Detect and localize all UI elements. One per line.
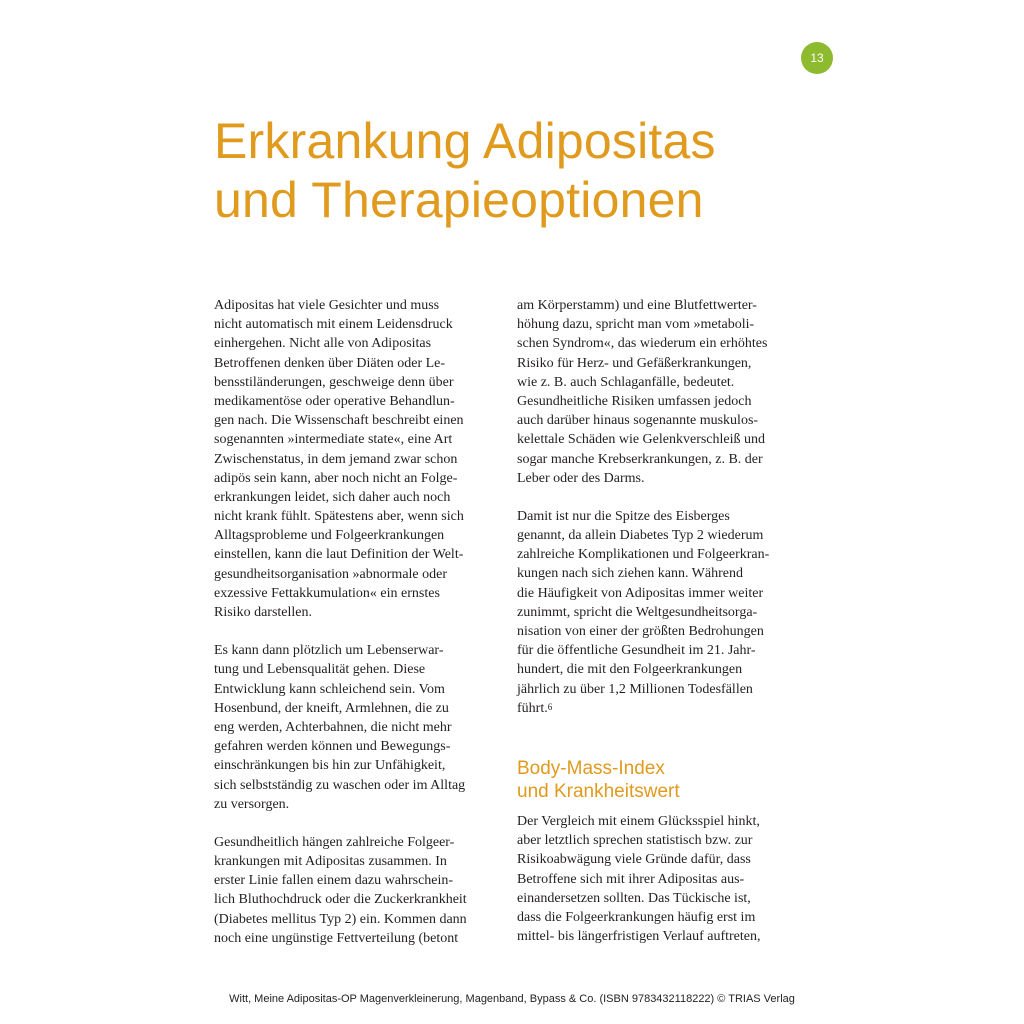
text-line: mittel- bis längerfristigen Verlauf auftreten, xyxy=(517,929,761,945)
text-line: tung und Lebensqualität gehen. Diese xyxy=(214,662,426,678)
text-line: auch darüber hinaus sogenannte muskulos- xyxy=(517,413,759,429)
text-line: schen Syndrom«, das wiederum ein erhöhtes xyxy=(517,336,768,352)
text-line: zunimmt, spricht die Weltgesundheitsorga- xyxy=(517,604,758,620)
text-line: Leber oder des Darms. xyxy=(517,470,645,486)
page-number-badge: 13 xyxy=(801,42,833,74)
text-line: medikamentöse oder operative Behandlun- xyxy=(214,393,455,409)
text-line: erster Linie fallen einem dazu wahrschein- xyxy=(214,873,454,889)
text-line: wie z. B. auch Schlaganfälle, bedeutet. xyxy=(517,374,735,390)
text-line: Alltagsprobleme und Folgeerkrankungen xyxy=(214,528,445,544)
text-line: Hosenbund, der kneift, Armlehnen, die zu xyxy=(214,700,449,716)
text-line: adipös sein kann, aber noch nicht an Folge- xyxy=(214,470,458,486)
text-line: am Körperstamm) und eine Blutfettwerter- xyxy=(517,298,757,313)
text-line: führt.$^6$ xyxy=(517,700,553,716)
text-line: genannt, da allein Diabetes Typ 2 wiederum xyxy=(517,528,764,544)
text-line: gesundheitsorganisation »abnormale oder xyxy=(214,566,448,582)
text-line: noch eine ungünstige Fettverteilung (betont xyxy=(214,930,459,946)
paragraph xyxy=(214,833,510,948)
left-text-column xyxy=(214,296,510,967)
text-line: erkrankungen leidet, sich daher auch noch xyxy=(214,489,451,505)
text-line: nicht automatisch mit einem Leidensdruck xyxy=(214,317,453,333)
text-line: Risiko darstellen. xyxy=(214,605,312,620)
text-line: für die öffentliche Gesundheit im 21. Jahr- xyxy=(517,643,756,659)
page-title xyxy=(214,112,834,230)
text-line: hundert, die mit den Folgeerkrankungen xyxy=(517,662,743,678)
text-line: einandersetzen sollten. Das Tückische ist, xyxy=(517,890,751,906)
text-line: einhergehen. Nicht alle von Adipositas xyxy=(214,336,432,352)
text-line: lich Bluthochdruck oder die Zuckerkrankheit xyxy=(214,892,467,908)
copyright-footer: Witt, Meine Adipositas-OP Magenverkleinerung, Magenband, Bypass & Co. (ISBN 9783432118222) © TRIAS Verlag xyxy=(229,993,795,1005)
text-line: Betroffene sich mit ihrer Adipositas aus- xyxy=(517,871,745,887)
text-line: Gesundheitliche Risiken umfassen jedoch xyxy=(517,393,752,409)
text-line: nicht krank fühlt. Spätestens aber, wenn sich xyxy=(214,509,464,525)
text-line: dass die Folgeerkrankungen häufig erst im xyxy=(517,909,756,925)
paragraph-with-footnote xyxy=(517,507,813,718)
text-line: Risiko für Herz- und Gefäßerkrankungen, xyxy=(517,355,752,371)
text-line: kelettale Schäden wie Gelenkverschleiß und xyxy=(517,432,766,448)
subheading-line-2: und Krankheitswert xyxy=(517,780,680,802)
page-title-line-1: Erkrankung Adipositas xyxy=(214,113,716,169)
text-line: die Häufigkeit von Adipositas immer weiter xyxy=(517,585,764,601)
text-line: eng werden, Achterbahnen, die nicht mehr xyxy=(214,719,452,735)
text-line: sogar manche Krebserkrankungen, z. B. der xyxy=(517,451,763,467)
right-text-column xyxy=(517,296,813,965)
text-line: Es kann dann plötzlich um Lebenserwar- xyxy=(214,643,444,659)
text-line: kungen nach sich ziehen kann. Während xyxy=(517,566,743,582)
text-line: jährlich zu über 1,2 Millionen Todesfällen xyxy=(517,681,753,697)
section-subheading xyxy=(517,757,813,803)
text-line: Der Vergleich mit einem Glücksspiel hinkt, xyxy=(517,813,760,829)
subheading-line-1: Body-Mass-Index xyxy=(517,757,665,779)
text-line: nisation von einer der größten Bedrohungen xyxy=(517,624,764,639)
text-line: aber letztlich sprechen statistisch bzw. zur xyxy=(517,833,753,849)
text-line: Entwicklung kann schleichend sein. Vom xyxy=(214,681,445,697)
paragraph xyxy=(214,641,510,814)
text-line: Adipositas hat viele Gesichter und muss xyxy=(214,298,440,313)
text-line: sogenannten »intermediate state«, eine Art xyxy=(214,432,453,448)
text-line: Zwischenstatus, in dem jemand zwar schon xyxy=(214,451,458,467)
text-line: zu versorgen. xyxy=(214,796,290,812)
text-line: bensstiländerungen, geschweige denn über xyxy=(214,374,454,390)
text-line: Risikoabwägung viele Gründe dafür, dass xyxy=(517,852,751,868)
text-line: höhung dazu, spricht man vom »metaboli- xyxy=(517,317,755,333)
text-line: (Diabetes mellitus Typ 2) ein. Kommen dann xyxy=(214,911,467,927)
text-line: einschränkungen bis hin zur Unfähigkeit, xyxy=(214,758,446,774)
text-line: sich selbstständig zu waschen oder im Alltag xyxy=(214,777,466,793)
paragraph xyxy=(517,812,813,946)
text-line: zahlreiche Komplikationen und Folgeerkran- xyxy=(517,547,770,563)
footnote-marker: 6 xyxy=(547,701,553,712)
text-line: Betroffenen denken über Diäten oder Le- xyxy=(214,355,446,371)
text-line: Damit ist nur die Spitze des Eisberges xyxy=(517,508,730,524)
text-line: gen nach. Die Wissenschaft beschreibt einen xyxy=(214,413,464,429)
text-line: einstellen, kann die laut Definition der Welt- xyxy=(214,547,464,563)
paragraph xyxy=(517,296,813,488)
text-line: Gesundheitlich hängen zahlreiche Folgeer- xyxy=(214,834,455,850)
text-line: exzessive Fettakkumulation« ein ernstes xyxy=(214,585,440,601)
paragraph xyxy=(214,296,510,622)
text-line: gefahren werden können und Bewegungs- xyxy=(214,739,451,755)
text-line: krankungen mit Adipositas zusammen. In xyxy=(214,854,447,870)
page-title-line-2: und Therapieoptionen xyxy=(214,172,704,228)
